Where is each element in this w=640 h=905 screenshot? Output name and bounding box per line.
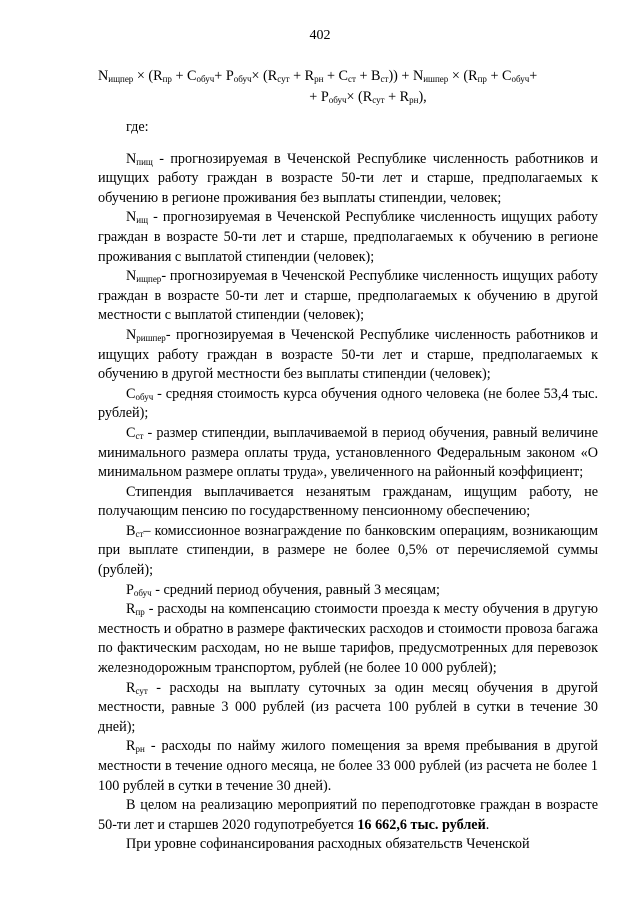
body-text	[98, 118, 598, 855]
paragraph: $C_{обуч}$ - средняя стоимость курса обучения одного человека (не более 53,4 тыс. рублей);	[98, 385, 598, 422]
paragraph: $N_{пищ}$ - прогнозируемая в Чеченской Республике численность работников и ищущих работу граждан в возрасте 50-ти лет и старше, предполагаемых к обучению в регионе проживания без выплаты стипендии, человек;	[98, 150, 598, 206]
paragraph: $C_{ст}$ - размер стипендии, выплачиваемой в период обучения, равный величине минимального размера оплаты труда, установленного Федеральным законом «О минимальном размере оплаты труда», увеличенного на районный коэффициент;	[98, 424, 598, 481]
paragraph: $R_{пр}$ - расходы на компенсацию стоимости проезда к месту обучения в другую местность и обратно в размере фактических расходов и стоимости провоза багажа по фактическим расходам, но не выше тарифов, предусмотренных для перевозок железнодорожным транспортом, рублей (не более 10 000 рублей);	[98, 601, 598, 677]
paragraph: В целом на реализацию мероприятий по переподготовке граждан в возрасте 50-ти лет и старшев 2020 годупотребуется 16 662,6 тыс. рублей.	[98, 797, 598, 833]
paragraph: $N_{ищпер}-$ прогнозируемая в Чеченской Республике численность ищущих работу граждан в возрасте 50-ти лет и старше, предполагаемых к обучению в другой местности с выплатой стипендии (человек);	[98, 268, 598, 324]
formula-line-2: + $P_{обуч}\times (R_{сут} + R_{рн})$,	[309, 89, 427, 105]
paragraph: $N_{ищ}$ - прогнозируемая в Чеченской Республике численность ищущих работу граждан в возрасте 50-ти лет и старше, предполагаемых к обучению в регионе проживания с выплатой стипендии (человек);	[98, 209, 598, 265]
formula-line-1: $N_{ищпер} \times (R_{пр} + C_{обуч}+ P_{обуч}\times (R_{сут} + R_{рн} + C_{ст} + B_{ст})) + N_{ишпер} \times (R_{пр} + C_{обуч}+$	[98, 68, 538, 84]
formula	[98, 66, 598, 108]
paragraph: Стипендия выплачивается незанятым гражданам, ищущим работу, не получающим пенсию по государственному пенсионному обеспечению;	[98, 483, 598, 520]
paragraph: $P_{обуч}$ - средний период обучения, равный 3 месяцам;	[126, 581, 440, 598]
paragraph: При уровне софинансирования расходных обязательств Чеченской	[126, 836, 530, 853]
paragraph: $R_{рн}$ - расходы по найму жилого помещения за время пребывания в другой местности в течение одного месяца, не более 33 000 рублей (из расчета не более 1 100 рублей в сутки в течение 30 дней).	[98, 738, 598, 794]
paragraph-where: где:	[126, 119, 149, 135]
page-number: 402	[309, 28, 331, 43]
paragraph: $R_{сут}$ - расходы на выплату суточных за один месяц обучения в другой местности, равные 3 000 рублей (из расчета 100 рублей в сутки в течение 30 дней);	[98, 679, 598, 735]
paragraph: $B_{ст}-$ комиссионное вознаграждение по банковским операциям, возникающим при выплате стипендии, в размере не более 0,5% от перечисляемой суммы (рублей);	[98, 522, 598, 579]
paragraph: $N_{ришпер}-$ прогнозируемая в Чеченской Республике численность работников и ищущих работу граждан в возрасте 50-ти лет и старше, предполагаемых к обучению в другой местности без выплаты стипендии (человек);	[98, 326, 598, 383]
